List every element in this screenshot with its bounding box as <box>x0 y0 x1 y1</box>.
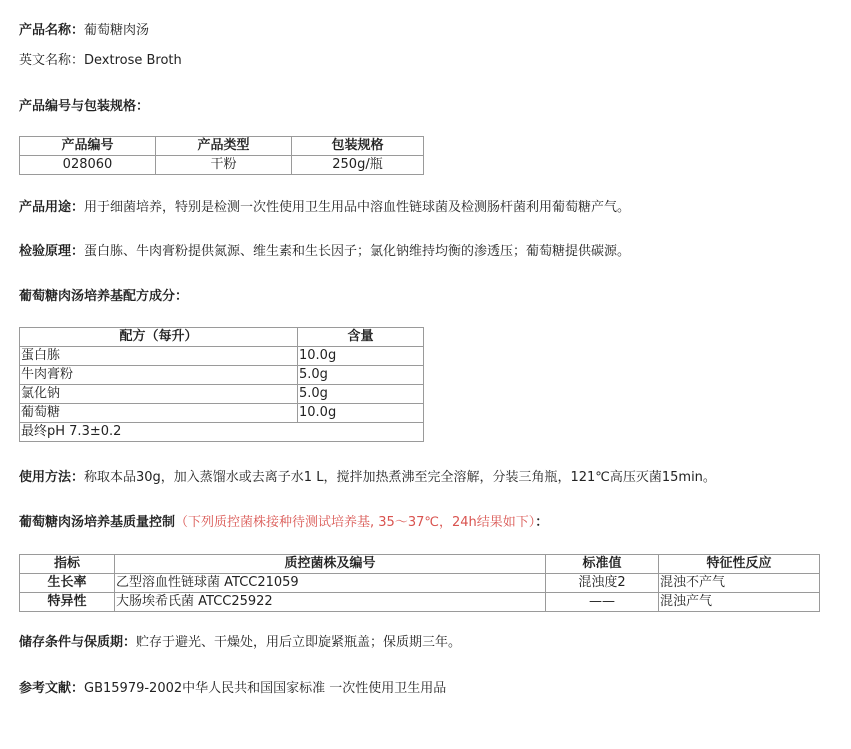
spec-header-package: 包装规格 <box>292 137 424 156</box>
formula-cell-amount: 5.0g <box>298 385 424 404</box>
qc-table <box>19 554 820 612</box>
qc-cell-index: 特异性 <box>20 593 115 612</box>
formula-header-name: 配方（每升） <box>20 328 298 347</box>
storage-line <box>19 634 461 652</box>
qc-heading-label: 葡萄糖肉汤培养基质量控制 <box>19 515 176 530</box>
qc-header-strain: 质控菌株及编号 <box>115 555 546 574</box>
product-name-line <box>19 22 149 40</box>
reference-value: GB15979-2002中华人民共和国国家标准 一次性使用卫生用品 <box>84 681 447 696</box>
qc-heading-note: （下列质控菌株接种待测试培养基, 35～37℃，24h结果如下） <box>175 515 536 530</box>
qc-cell-reaction: 混浊不产气 <box>659 574 820 593</box>
formula-cell-name: 牛肉膏粉 <box>20 366 298 385</box>
qc-heading-suffix: ： <box>535 515 549 530</box>
qc-header-reaction: 特征性反应 <box>659 555 820 574</box>
formula-cell-amount: 5.0g <box>298 366 424 385</box>
formula-header-amount: 含量 <box>298 328 424 347</box>
reference-label: 参考文献： <box>19 681 85 696</box>
spec-heading: 产品编号与包装规格： <box>19 99 150 114</box>
table-row <box>20 347 424 366</box>
qc-cell-standard: 混浊度2 <box>546 574 659 593</box>
formula-cell-name: 蛋白胨 <box>20 347 298 366</box>
english-name-line <box>19 52 182 70</box>
spec-table <box>19 136 424 175</box>
product-name-value: 葡萄糖肉汤 <box>84 23 150 38</box>
storage-label: 储存条件与保质期： <box>19 635 137 650</box>
storage-value: 贮存于避光、干燥处，用后立即旋紧瓶盖；保质期三年。 <box>136 635 462 650</box>
spec-cell-package: 250g/瓶 <box>292 156 424 175</box>
formula-table-header <box>20 328 424 347</box>
table-row <box>20 366 424 385</box>
spec-cell-code: 028060 <box>20 156 156 175</box>
usage-label: 产品用途： <box>19 200 85 215</box>
qc-cell-reaction: 混浊产气 <box>659 593 820 612</box>
qc-heading <box>19 514 548 532</box>
formula-cell-name: 葡萄糖 <box>20 404 298 423</box>
spec-header-code: 产品编号 <box>20 137 156 156</box>
qc-header-standard: 标准值 <box>546 555 659 574</box>
principle-label: 检验原理： <box>19 244 85 259</box>
formula-cell-name: 氯化钠 <box>20 385 298 404</box>
table-row <box>20 404 424 423</box>
method-value: 称取本品30g，加入蒸馏水或去离子水1 L，搅拌加热煮沸至完全溶解，分装三角瓶，121℃高压灭菌15min。 <box>84 470 716 485</box>
spec-table-header <box>20 137 424 156</box>
qc-cell-strain: 大肠埃希氏菌 ATCC25922 <box>115 593 546 612</box>
table-row <box>20 593 820 612</box>
qc-cell-standard: —— <box>546 593 659 612</box>
table-row <box>20 423 424 442</box>
product-name-label: 产品名称： <box>19 23 85 38</box>
method-line <box>19 469 716 487</box>
english-name-label: 英文名称： <box>19 53 85 68</box>
method-label: 使用方法： <box>19 470 85 485</box>
principle-line <box>19 243 630 261</box>
spec-cell-type: 干粉 <box>156 156 292 175</box>
reference-line <box>19 680 446 698</box>
table-row <box>20 574 820 593</box>
usage-line <box>19 199 630 217</box>
qc-cell-index: 生长率 <box>20 574 115 593</box>
table-row <box>20 385 424 404</box>
english-name-value: Dextrose Broth <box>84 53 182 68</box>
formula-cell-amount: 10.0g <box>298 404 424 423</box>
principle-value: 蛋白胨、牛肉膏粉提供氮源、维生素和生长因子；氯化钠维持均衡的渗透压；葡萄糖提供碳源。 <box>84 244 631 259</box>
spec-header-type: 产品类型 <box>156 137 292 156</box>
qc-header-index: 指标 <box>20 555 115 574</box>
qc-cell-strain: 乙型溶血性链球菌 ATCC21059 <box>115 574 546 593</box>
formula-final-ph: 最终pH 7.3±0.2 <box>20 423 424 442</box>
formula-cell-amount: 10.0g <box>298 347 424 366</box>
formula-heading: 葡萄糖肉汤培养基配方成分： <box>19 289 189 304</box>
usage-value: 用于细菌培养，特别是检测一次性使用卫生用品中溶血性链球菌及检测肠杆菌利用葡萄糖产气。 <box>84 200 631 215</box>
table-row <box>20 156 424 175</box>
formula-table <box>19 327 424 442</box>
qc-table-header <box>20 555 820 574</box>
